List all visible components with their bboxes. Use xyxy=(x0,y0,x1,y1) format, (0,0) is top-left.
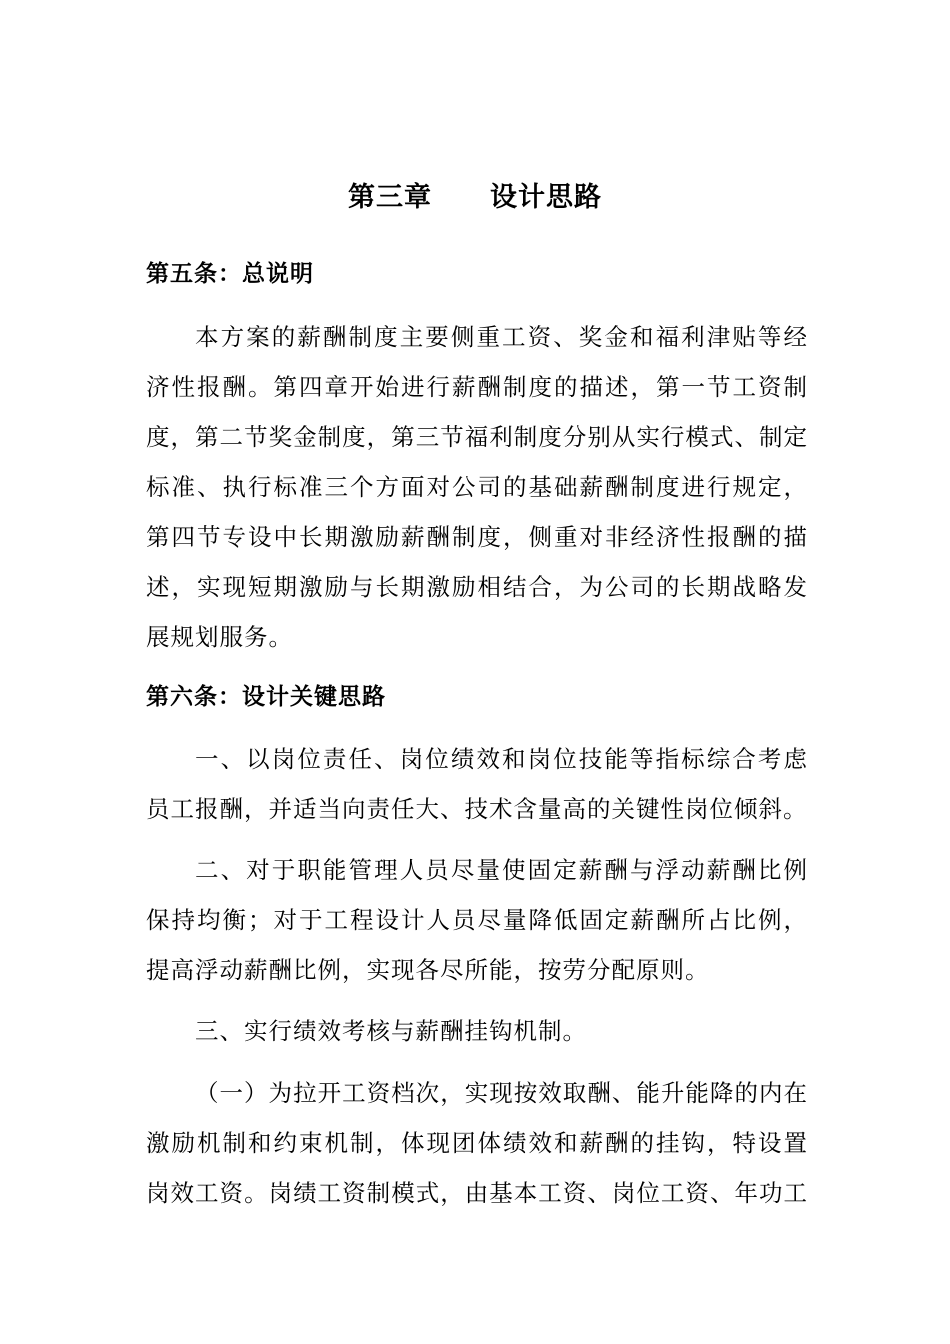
paragraph-line: 标准、执行标准三个方面对公司的基础薪酬制度进行规定， xyxy=(146,473,808,501)
chapter-name: 设计思路 xyxy=(490,182,602,213)
article-5-heading: 第五条：总说明 xyxy=(146,261,314,287)
paragraph-line: （一）为拉开工资档次，实现按效取酬、能升能降的内在 xyxy=(195,1079,808,1107)
paragraph-line: 第四节专设中长期激励薪酬制度，侧重对非经济性报酬的描 xyxy=(146,523,808,551)
paragraph-line: 述，实现短期激励与长期激励相结合，为公司的长期战略发 xyxy=(146,573,808,601)
article-5-paragraph xyxy=(146,312,808,662)
paragraph-line: 员工报酬，并适当向责任大、技术含量高的关键性岗位倾斜。 xyxy=(146,795,808,823)
paragraph-line: 度，第二节奖金制度，第三节福利制度分别从实行模式、制定 xyxy=(146,423,808,451)
paragraph-line: 激励机制和约束机制，体现团体绩效和薪酬的挂钩，特设置 xyxy=(146,1129,808,1157)
paragraph-line: 展规划服务。 xyxy=(146,623,293,651)
article-6-heading: 第六条：设计关键思路 xyxy=(146,684,386,710)
article-6-item-2 xyxy=(146,845,808,995)
article-6-sub-item-1 xyxy=(146,1068,808,1218)
paragraph-line: 三、实行绩效考核与薪酬挂钩机制。 xyxy=(195,1017,587,1045)
chapter-title xyxy=(0,178,950,218)
paragraph-line: 岗效工资。岗绩工资制模式，由基本工资、岗位工资、年功工 xyxy=(146,1179,808,1207)
paragraph-line: 济性报酬。第四章开始进行薪酬制度的描述，第一节工资制 xyxy=(146,373,808,401)
paragraph-line: 保持均衡；对于工程设计人员尽量降低固定薪酬所占比例， xyxy=(146,906,808,934)
article-6-item-3 xyxy=(146,1006,808,1056)
paragraph-line: 二、对于职能管理人员尽量使固定薪酬与浮动薪酬比例 xyxy=(195,856,808,884)
article-6-item-1 xyxy=(146,734,808,834)
chapter-number: 第三章 xyxy=(348,182,432,213)
paragraph-line: 本方案的薪酬制度主要侧重工资、奖金和福利津贴等经 xyxy=(195,323,808,351)
paragraph-line: 提高浮动薪酬比例，实现各尽所能，按劳分配原则。 xyxy=(146,956,710,984)
paragraph-line: 一、以岗位责任、岗位绩效和岗位技能等指标综合考虑 xyxy=(195,745,808,773)
